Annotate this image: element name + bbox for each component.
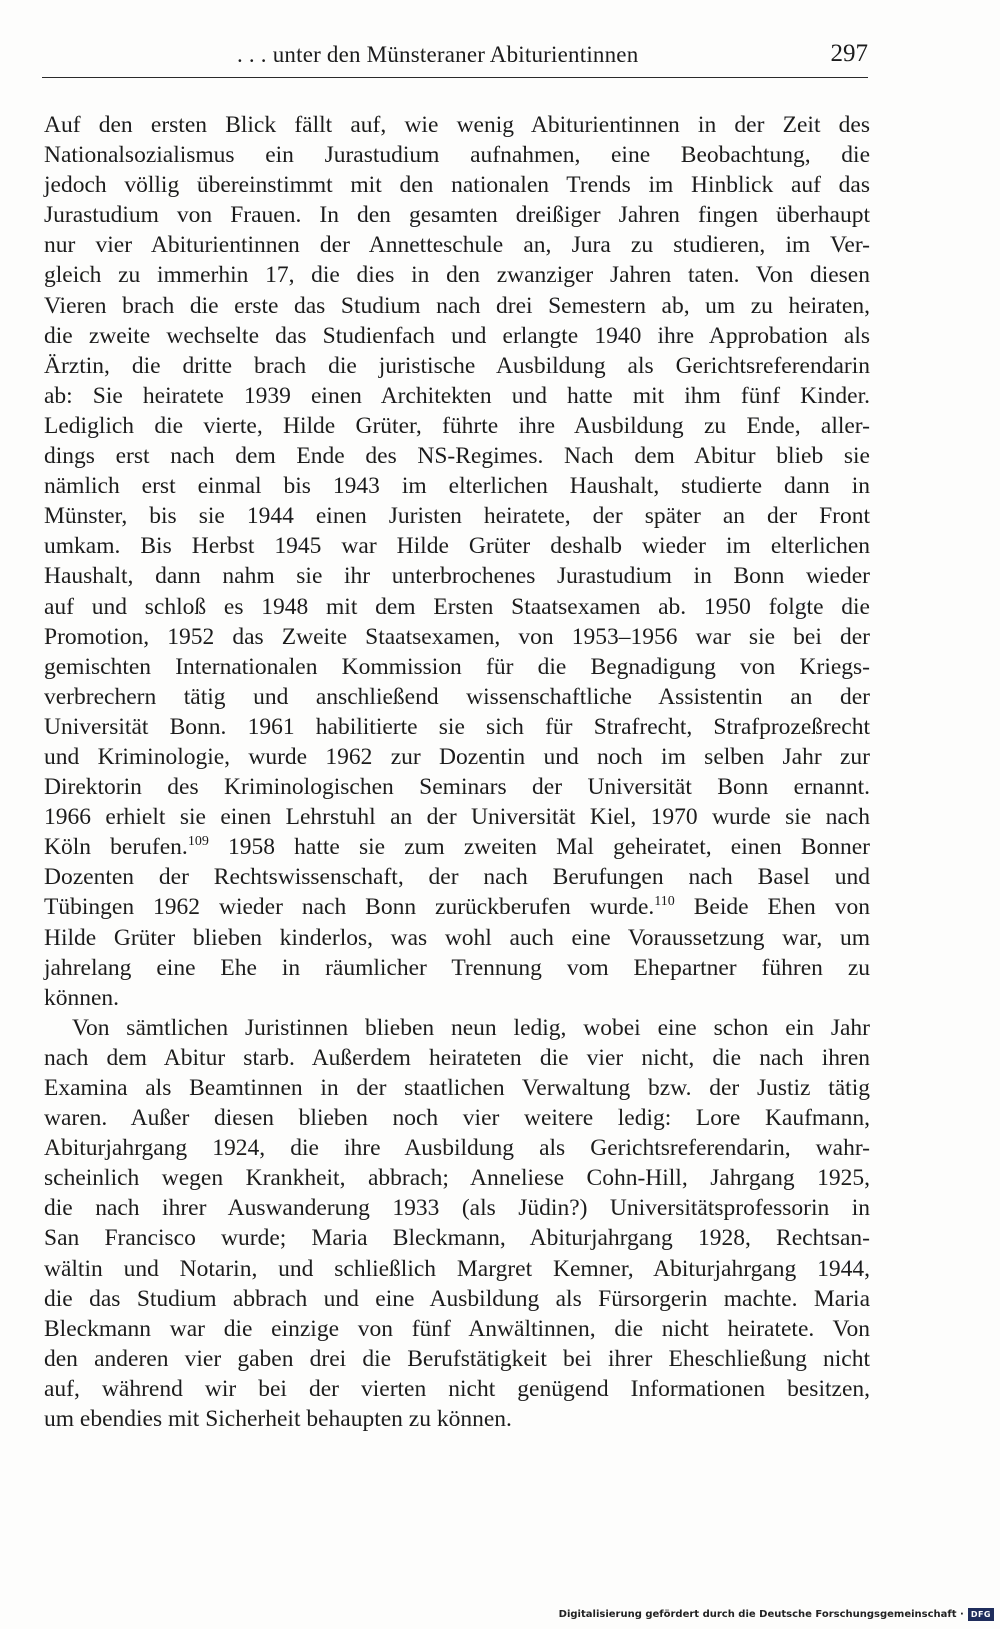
footnote-ref-110[interactable]: 110	[654, 894, 675, 910]
text-line: Vieren brach die erste das Studium nach drei Semestern ab, um zu heiraten,	[44, 292, 870, 319]
digitization-credit	[559, 1607, 994, 1621]
page-number: 297	[830, 40, 868, 67]
text-line: Haushalt, dann nahm sie ihr unterbrochenes Jurastudium in Bonn wieder	[44, 563, 870, 590]
line-text: Beide Ehen von	[674, 894, 870, 921]
text-line: nur vier Abiturientinnen der Annetteschule an, Jura zu studieren, im Ver-	[44, 232, 870, 259]
dfg-logo: DFG	[968, 1608, 994, 1621]
text-line: Auf den ersten Blick fällt auf, wie wenig Abiturientinnen in der Zeit des	[44, 112, 870, 138]
text-line: Nationalsozialismus ein Jurastudium aufnahmen, eine Beobachtung, die	[44, 142, 870, 169]
text-line: die das Studium abbrach und eine Ausbildung als Fürsorgerin machte. Maria	[44, 1285, 870, 1312]
body-text	[44, 110, 870, 1434]
text-line: jahrelang eine Ehe in räumlicher Trennung vom Ehepartner führen zu	[44, 954, 870, 981]
running-title: . . . unter den Münsteraner Abiturientinnen	[237, 42, 639, 67]
paragraph-1	[44, 110, 870, 1013]
text-line-indented: Von sämtlichen Juristinnen blieben neun ledig, wobei eine schon ein Jahr	[72, 1014, 870, 1041]
text-line: und Kriminologie, wurde 1962 zur Dozentin und noch im selben Jahr zur	[44, 743, 870, 770]
text-line-footnote-110	[44, 892, 870, 922]
text-line-last: können.	[44, 984, 120, 1011]
text-line: die zweite wechselte das Studienfach und erlangte 1940 ihre Approbation als	[44, 322, 870, 349]
text-line: umkam. Bis Herbst 1945 war Hilde Grüter deshalb wieder im elterlichen	[44, 533, 870, 560]
text-line-footnote-109	[44, 832, 870, 862]
header-rule	[42, 77, 868, 78]
text-line: Ärztin, die dritte brach die juristische Ausbildung als Gerichtsreferendarin	[44, 352, 870, 379]
text-line: nach dem Abitur starb. Außerdem heirateten die vier nicht, die nach ihren	[44, 1044, 870, 1071]
text-line: wältin und Notarin, und schließlich Margret Kemner, Abiturjahrgang 1944,	[44, 1255, 870, 1282]
text-line: auf und schloß es 1948 mit dem Ersten Staatsexamen ab. 1950 folgte die	[44, 593, 870, 620]
text-line: die nach ihrer Auswanderung 1933 (als Jüdin?) Universitätsprofessorin in	[44, 1195, 870, 1222]
text-line: den anderen vier gaben drei die Berufstätigkeit bei ihrer Eheschließung nicht	[44, 1345, 870, 1372]
text-line: jedoch völlig übereinstimmt mit den nationalen Trends im Hinblick auf das	[44, 172, 870, 199]
credit-text: Digitalisierung gefördert durch die Deutsche Forschungsgemeinschaft ·	[558, 1608, 964, 1620]
text-line: Direktorin des Kriminologischen Seminars der Universität Bonn ernannt.	[44, 774, 870, 801]
text-line: 1966 erhielt sie einen Lehrstuhl an der Universität Kiel, 1970 wurde sie nach	[44, 804, 870, 831]
text-line-last: um ebendies mit Sicherheit behaupten zu können.	[44, 1406, 512, 1433]
text-line: waren. Außer diesen blieben noch vier weitere ledig: Lore Kaufmann,	[44, 1105, 870, 1132]
text-line: Dozenten der Rechtswissenschaft, der nach Berufungen nach Basel und	[44, 864, 870, 891]
text-line: Abiturjahrgang 1924, die ihre Ausbildung als Gerichtsreferendarin, wahr-	[44, 1135, 870, 1162]
text-line: Examina als Beamtinnen in der staatlichen Verwaltung bzw. der Justiz tätig	[44, 1075, 870, 1101]
text-line: Hilde Grüter blieben kinderlos, was wohl auch eine Voraussetzung war, um	[44, 924, 870, 951]
text-line: Bleckmann war die einzige von fünf Anwältinnen, die nicht heiratete. Von	[44, 1315, 870, 1342]
text-line: Jurastudium von Frauen. In den gesamten dreißiger Jahren fingen überhaupt	[44, 202, 870, 229]
running-head	[42, 40, 868, 74]
text-line: San Francisco wurde; Maria Bleckmann, Abiturjahrgang 1928, Rechtsan-	[44, 1225, 870, 1252]
text-line: ab: Sie heiratete 1939 einen Architekten und hatte mit ihm fünf Kinder.	[44, 382, 870, 409]
line-text: 1958 hatte sie zum zweiten Mal geheiratet, einen Bonner	[208, 834, 870, 861]
text-line: nämlich erst einmal bis 1943 im elterlichen Haushalt, studierte dann in	[44, 473, 870, 500]
line-text: Köln berufen.	[44, 834, 188, 861]
text-line: Universität Bonn. 1961 habilitierte sie sich für Strafrecht, Strafprozeßrecht	[44, 713, 870, 740]
text-line: gemischten Internationalen Kommission für die Begnadigung von Kriegs-	[44, 653, 870, 680]
footnote-ref-109[interactable]: 109	[187, 834, 209, 850]
text-line: Münster, bis sie 1944 einen Juristen heiratete, der später an der Front	[44, 503, 870, 530]
text-line: auf, während wir bei der vierten nicht genügend Informationen besitzen,	[44, 1375, 870, 1402]
text-line: scheinlich wegen Krankheit, abbrach; Anneliese Cohn-Hill, Jahrgang 1925,	[44, 1165, 870, 1192]
text-line: dings erst nach dem Ende des NS-Regimes. Nach dem Abitur blieb sie	[44, 443, 870, 470]
text-line: verbrechern tätig und anschließend wissenschaftliche Assistentin an der	[44, 683, 870, 710]
text-line: Lediglich die vierte, Hilde Grüter, führte ihre Ausbildung zu Ende, aller-	[44, 412, 870, 439]
paragraph-2	[44, 1013, 870, 1434]
line-text: Tübingen 1962 wieder nach Bonn zurückberufen wurde.	[44, 894, 655, 921]
text-line: Promotion, 1952 das Zweite Staatsexamen, von 1953–1956 war sie bei der	[44, 623, 870, 650]
text-line: gleich zu immerhin 17, die dies in den zwanziger Jahren taten. Von diesen	[44, 262, 870, 289]
